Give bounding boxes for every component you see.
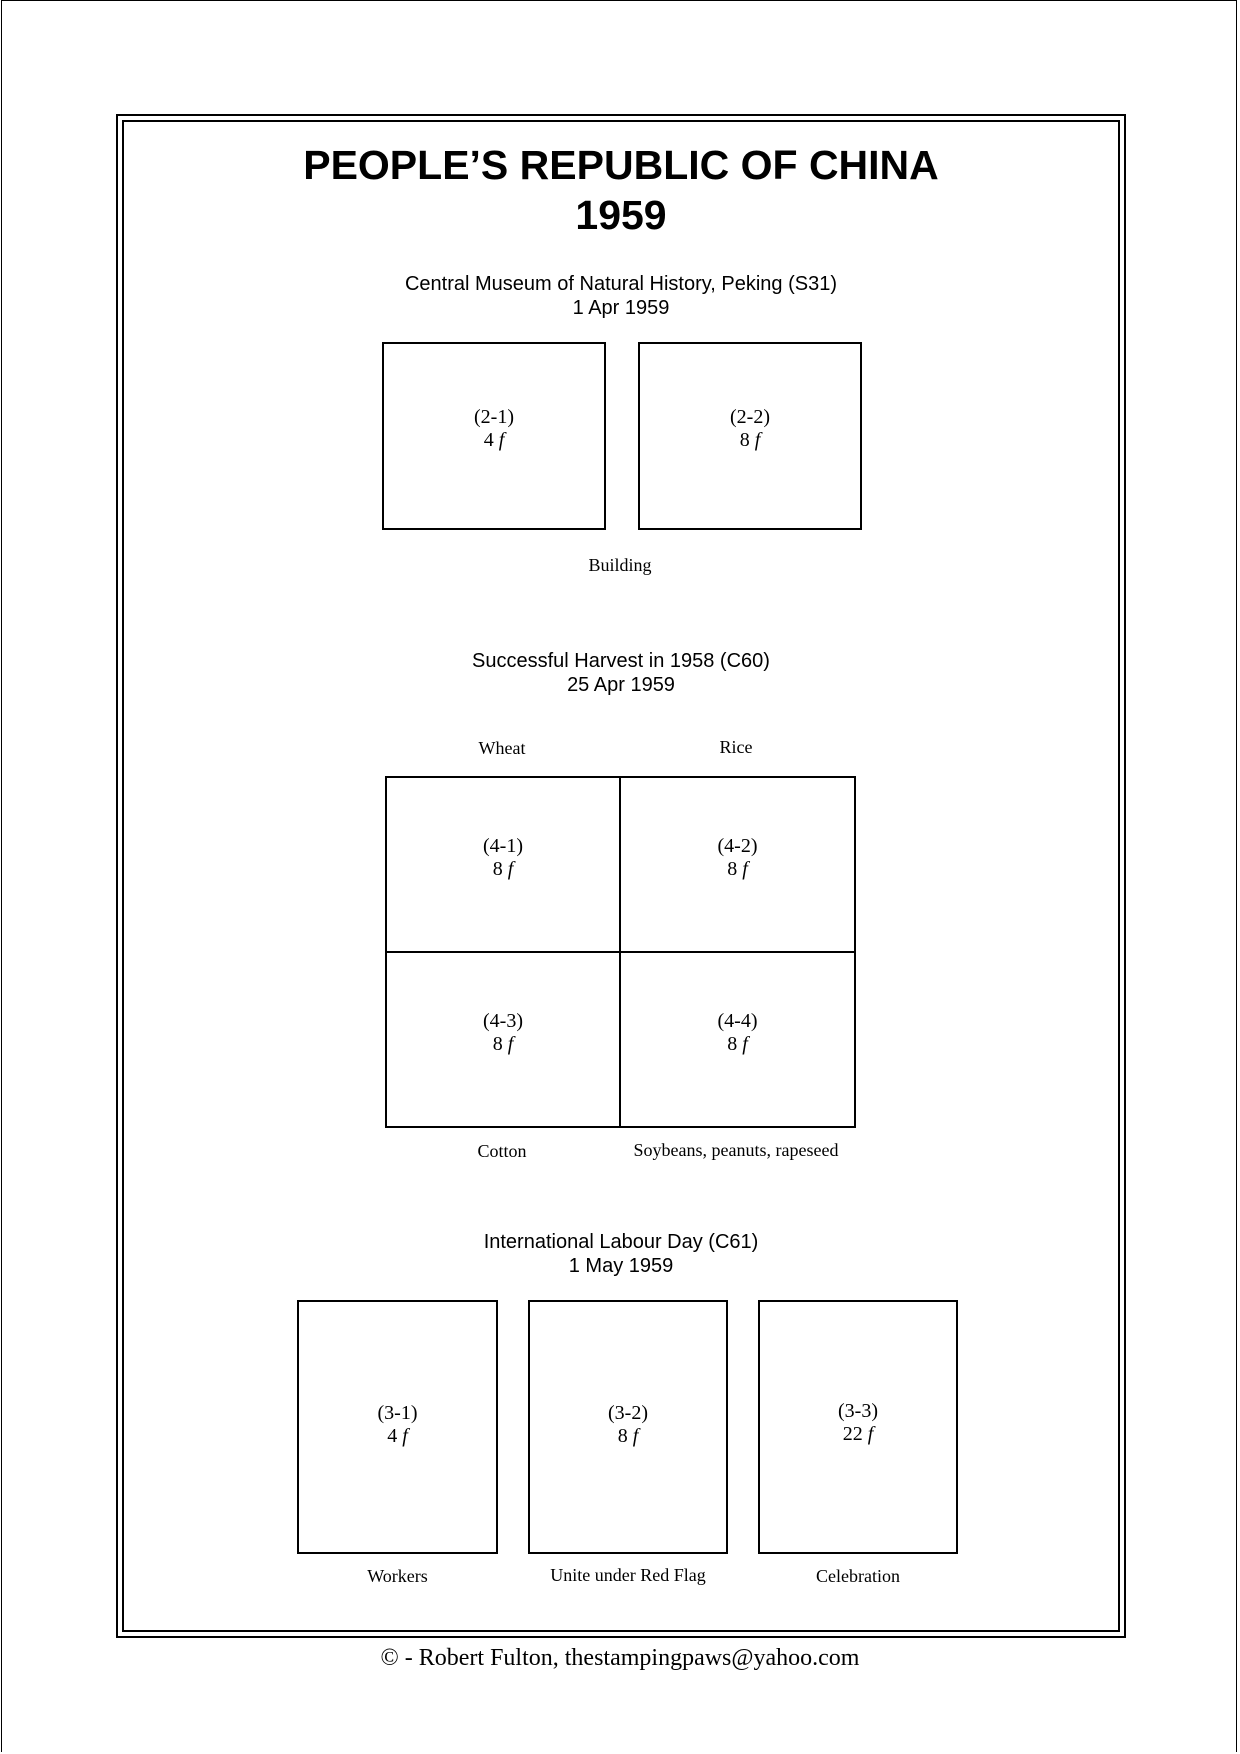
stamp-caption: Building	[588, 555, 652, 575]
section-date-s31: 1 Apr 1959	[572, 297, 670, 319]
stamp-value: 8 f	[492, 1033, 514, 1055]
stamp-value: 8 f	[739, 429, 761, 451]
stamp-number: (3-1)	[377, 1402, 418, 1424]
stamp-slot-2-1	[382, 342, 606, 530]
stamp-number: (4-2)	[717, 835, 758, 857]
stamp-slot-3-2	[528, 1300, 728, 1554]
stamp-slot-4-4	[619, 951, 856, 1128]
stamp-value: 8 f	[727, 858, 748, 880]
stamp-number: (3-3)	[838, 1400, 878, 1422]
section-title-s31: Central Museum of Natural History, Peking (S31)	[404, 273, 837, 295]
page-title: PEOPLE’S REPUBLIC OF CHINA	[303, 142, 939, 188]
stamp-caption: Celebration	[816, 1566, 900, 1586]
stamp-caption: Workers	[367, 1566, 428, 1586]
stamp-number: (4-3)	[483, 1010, 523, 1032]
stamp-caption: Unite under Red Flag	[550, 1565, 706, 1585]
section-title-c60: Successful Harvest in 1958 (C60)	[472, 650, 770, 672]
stamp-caption: Wheat	[478, 738, 526, 758]
stamp-caption: Soybeans, peanuts, rapeseed	[633, 1140, 839, 1160]
section-date-c61: 1 May 1959	[568, 1255, 674, 1277]
stamp-caption: Rice	[719, 737, 753, 757]
stamp-number: (4-4)	[717, 1010, 758, 1032]
stamp-caption: Cotton	[477, 1141, 527, 1161]
stamp-number: (2-1)	[474, 406, 514, 428]
page-year: 1959	[575, 192, 667, 238]
copyright-footer: © - Robert Fulton, thestampingpaws@yahoo.com	[380, 1645, 860, 1671]
stamp-slot-3-1	[297, 1300, 498, 1554]
section-date-c60: 25 Apr 1959	[567, 674, 675, 696]
section-title-c61: International Labour Day (C61)	[483, 1231, 759, 1253]
stamp-slot-4-1	[385, 776, 621, 953]
stamp-slot-2-2	[638, 342, 862, 530]
stamp-value: 8 f	[727, 1033, 748, 1055]
stamp-value: 8 f	[492, 858, 514, 880]
stamp-number: (2-2)	[730, 406, 770, 428]
stamp-slot-4-3	[385, 951, 621, 1128]
stamp-value: 22 f	[842, 1423, 874, 1445]
stamp-slot-3-3	[758, 1300, 958, 1554]
stamp-number: (3-2)	[608, 1402, 648, 1424]
stamp-value: 4 f	[387, 1425, 408, 1447]
stamp-number: (4-1)	[483, 835, 523, 857]
stamp-slot-4-2	[619, 776, 856, 953]
stamp-value: 4 f	[483, 429, 505, 451]
stamp-value: 8 f	[617, 1425, 639, 1447]
